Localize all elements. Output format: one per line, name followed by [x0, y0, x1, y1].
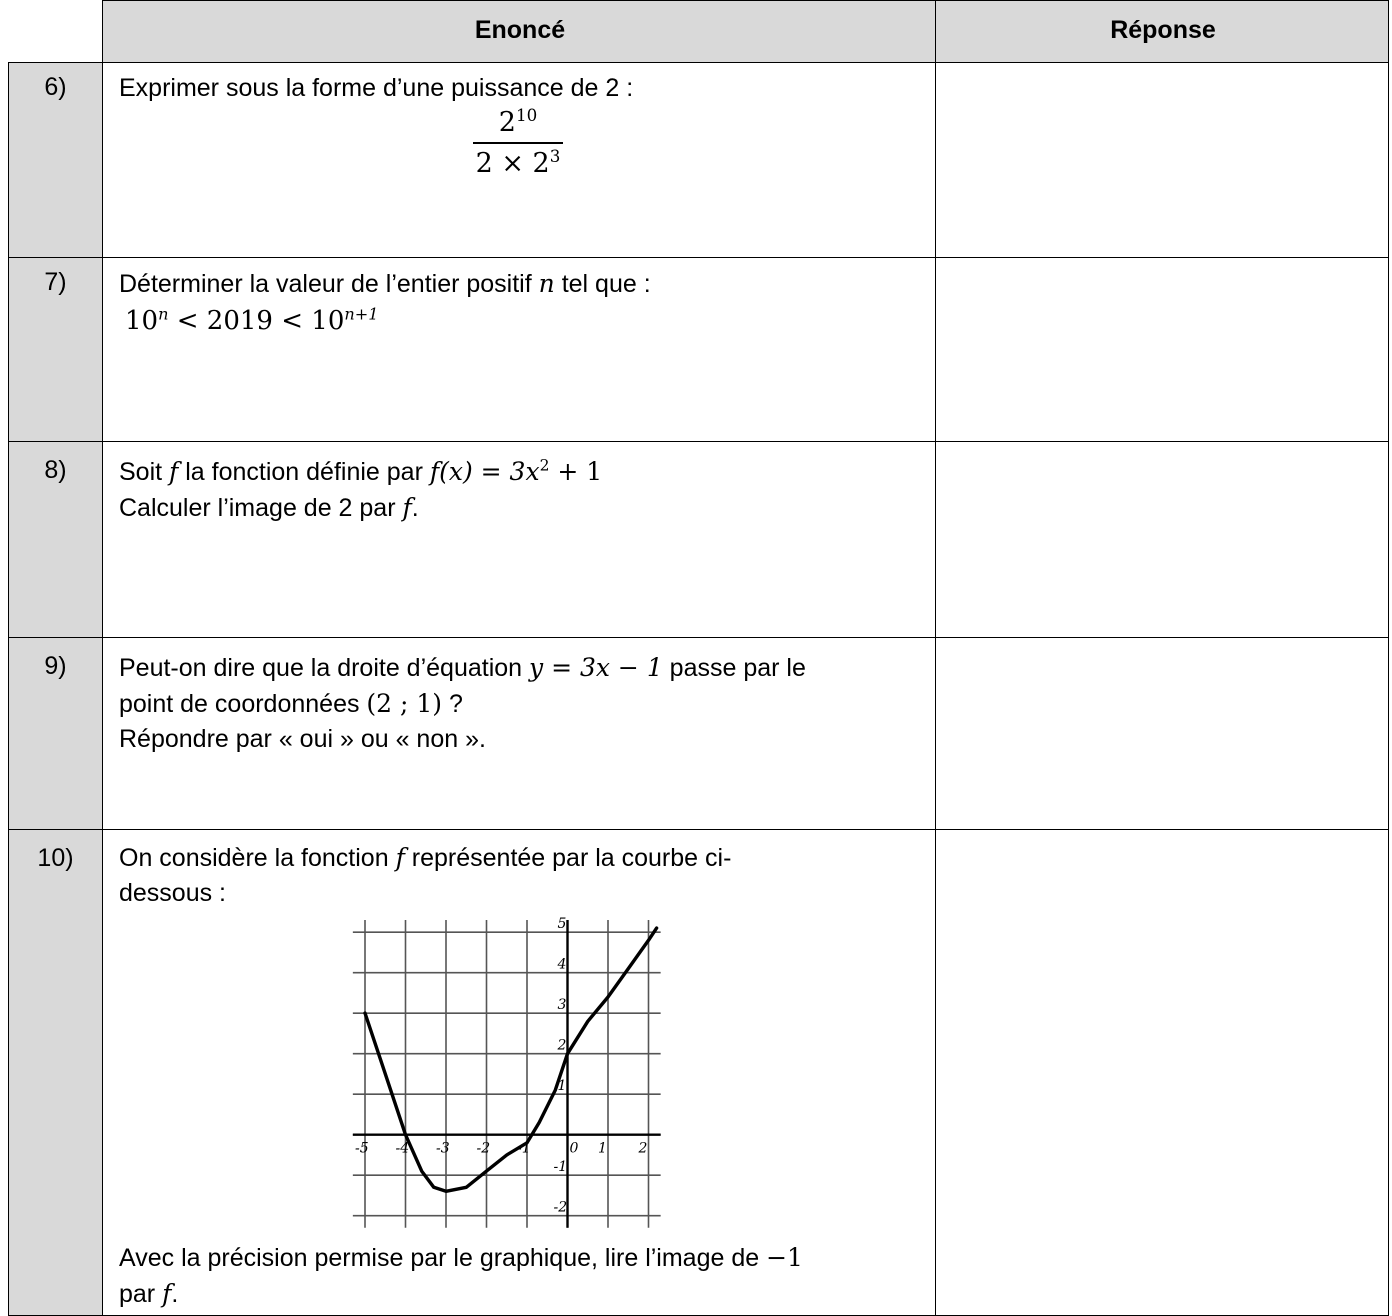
- point-coordinates: (2 ; 1): [366, 689, 443, 718]
- fraction-bar: [473, 142, 563, 144]
- row-6-number: 6): [44, 73, 67, 101]
- y-tick-label: 5: [557, 916, 567, 933]
- denominator-base: 2 × 2: [475, 148, 550, 179]
- y-tick-label: 1: [557, 1078, 567, 1095]
- variable-f: f: [402, 493, 412, 522]
- row-8-line-1: [119, 456, 602, 488]
- row-10-line-4: [119, 1278, 178, 1310]
- row-7-number: 7): [44, 268, 67, 296]
- y-tick-label: -1: [553, 1159, 568, 1176]
- function-expression: f(x) = 3x: [429, 457, 540, 486]
- graph-tick-labels: [355, 916, 648, 1216]
- row-6-fraction-numerator: [473, 104, 563, 138]
- row-6-answer-cell[interactable]: [935, 62, 1389, 258]
- row-9-text-end: passe par le: [662, 654, 806, 682]
- header-enonce-label: Enoncé: [474, 16, 566, 44]
- inequality-left-exponent: n: [158, 304, 169, 324]
- x-tick-label: 1: [598, 1140, 607, 1157]
- x-tick-label: -2: [476, 1140, 491, 1157]
- function-constant: + 1: [549, 457, 603, 486]
- period: .: [171, 1280, 179, 1308]
- row-8-line-2: [119, 492, 419, 524]
- line-equation: y = 3x − 1: [529, 653, 663, 682]
- question-mark: ?: [442, 690, 463, 718]
- row-8-definition-text: la fonction définie par: [178, 458, 430, 486]
- par-text: par: [119, 1280, 163, 1308]
- row-10-number: 10): [37, 844, 74, 872]
- graph-axes: [353, 920, 661, 1228]
- row-7-question-cell: [102, 257, 936, 442]
- x-tick-label: -1: [517, 1140, 531, 1157]
- inequality-middle: < 2019 < 10: [168, 306, 345, 336]
- header-reponse-cell: [935, 0, 1389, 63]
- inequality-left-base: 10: [125, 306, 159, 336]
- function-graph: [343, 912, 673, 1232]
- row-9-text-start: Peut-on dire que la droite d’équation: [119, 654, 530, 682]
- row-9-answer-cell[interactable]: [935, 637, 1389, 830]
- row-7-prompt-start: Déterminer la valeur de l’entier positif: [119, 270, 539, 298]
- row-8-number: 8): [44, 456, 67, 484]
- row-10-number-cell: [8, 829, 103, 1316]
- row-7-answer-cell[interactable]: [935, 257, 1389, 442]
- row-6-question-cell: [102, 62, 936, 258]
- header-enonce-cell: [102, 0, 936, 63]
- row-6-prompt: Exprimer sous la forme d’une puissance de 2 :: [119, 74, 634, 102]
- function-exponent: 2: [539, 456, 550, 475]
- y-tick-label: 3: [557, 997, 567, 1014]
- row-10-question: Avec la précision permise par le graphique, lire l’image de: [119, 1244, 767, 1272]
- row-7-prompt: [119, 268, 651, 300]
- row-9-line-2: [119, 688, 463, 720]
- row-8-soit: Soit: [119, 458, 170, 486]
- variable-f: f: [395, 843, 405, 872]
- graph-grid: [353, 920, 661, 1228]
- x-tick-label: -4: [395, 1140, 410, 1157]
- variable-f: f: [162, 1279, 172, 1308]
- x-tick-label: 0: [569, 1140, 579, 1157]
- inequality-right-exponent: n+1: [344, 304, 379, 324]
- y-tick-label: 2: [557, 1037, 567, 1054]
- row-8-question-cell: [102, 441, 936, 638]
- row-9-line-1: [119, 652, 806, 684]
- row-10-line-1: [119, 842, 731, 874]
- y-tick-label: 4: [557, 956, 567, 973]
- period: .: [411, 494, 419, 522]
- row-9-line-3: Répondre par « oui » ou « non ».: [119, 725, 486, 753]
- row-10-question-cell: [102, 829, 936, 1316]
- value-minus-one: −1: [766, 1243, 803, 1272]
- row-10-text-start: On considère la fonction: [119, 844, 396, 872]
- row-8-question: Calculer l’image de 2 par: [119, 494, 403, 522]
- row-6-fraction: [473, 104, 563, 179]
- x-tick-label: 2: [638, 1140, 648, 1157]
- row-8-answer-cell[interactable]: [935, 441, 1389, 638]
- variable-n: n: [538, 269, 555, 298]
- numerator-exponent: 10: [515, 104, 538, 125]
- row-10-text-end: représentée par la courbe ci-: [404, 844, 732, 872]
- row-9-point-text: point de coordonnées: [119, 690, 367, 718]
- x-tick-label: -3: [436, 1140, 450, 1157]
- row-6-number-cell: [8, 62, 103, 258]
- row-9-number: 9): [44, 652, 67, 680]
- row-9-number-cell: [8, 637, 103, 830]
- row-7-prompt-end: tel que :: [554, 270, 651, 298]
- row-10-line-2: dessous :: [119, 879, 227, 907]
- row-7-inequality: [125, 306, 379, 337]
- row-7-number-cell: [8, 257, 103, 442]
- numerator-base: 2: [498, 107, 516, 138]
- y-tick-label: -2: [553, 1199, 568, 1216]
- row-6-fraction-denominator: [473, 145, 563, 179]
- x-tick-label: -5: [355, 1140, 369, 1157]
- row-10-answer-cell[interactable]: [935, 829, 1389, 1316]
- denominator-exponent: 3: [549, 145, 561, 166]
- row-10-line-3: [119, 1242, 803, 1274]
- variable-f: f: [169, 457, 179, 486]
- header-reponse-label: Réponse: [1110, 16, 1216, 44]
- row-8-number-cell: [8, 441, 103, 638]
- row-9-question-cell: [102, 637, 936, 830]
